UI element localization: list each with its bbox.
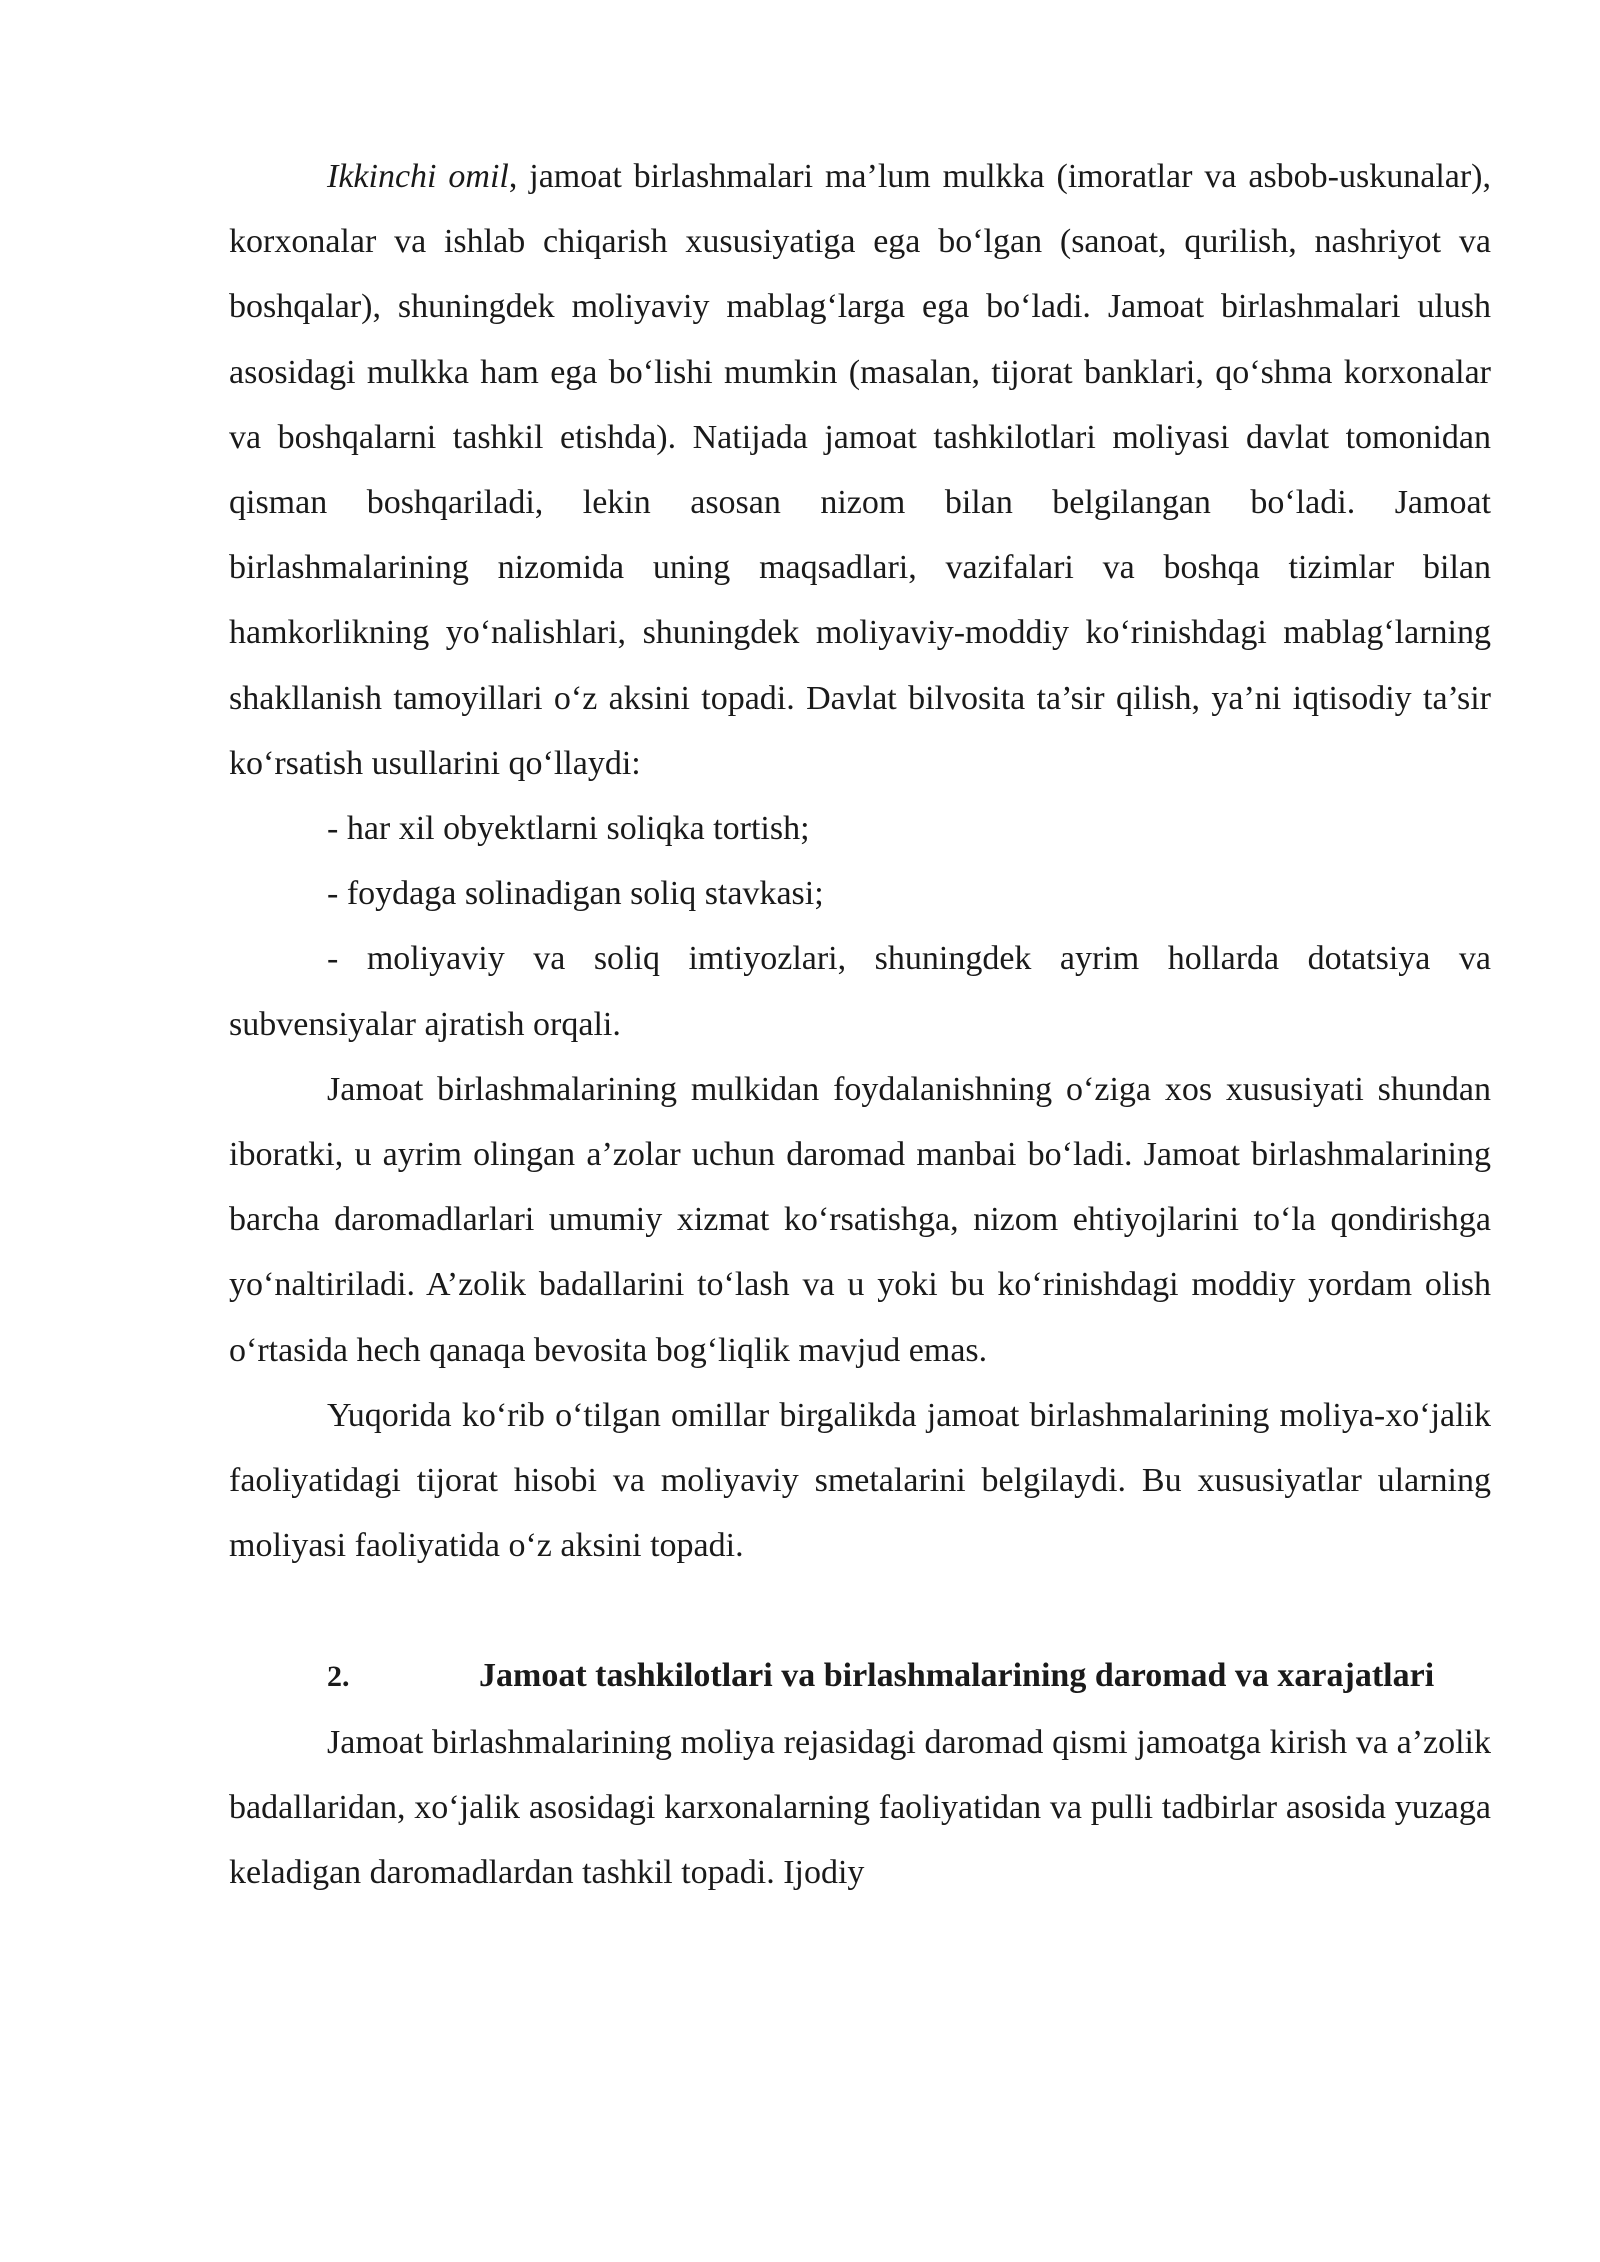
paragraph-yuqorida: Yuqorida ko‘rib o‘tilgan omillar birgalikda jamoat birlashmalarining moliya-xo‘jalik faoliyatidagi tijorat hisobi va moliyaviy smetalarini belgilaydi. Bu xususiyatlar ularning moliyasi faoliyatida o‘z aksini topadi. (229, 1396, 1491, 1565)
paragraph-daromad: Jamoat birlashmalarining moliya rejasidagi daromad qismi jamoatga kirish va a’zolik badallaridan, xo‘jalik asosidagi karxonalarning faoliyatidan va pulli tadbirlar asosida yuzaga keladigan daromadlardan tashkil topadi. Ijodiy (229, 1723, 1491, 1892)
section-number: 2. (327, 1660, 350, 1694)
list-item: - har xil obyektlarni soliqka tortish; (327, 810, 810, 848)
paragraph-mulkidan: Jamoat birlashmalarining mulkidan foydalanishning o‘ziga xos xususiyati shundan iboratki, u ayrim olingan a’zolar uchun daromad manbai bo‘ladi. Jamoat birlashmalarining barcha daromadlarlari umumiy xizmat ko‘rsatishga, nizom ehtiyojlarini to‘la qondirishga yo‘naltiriladi. A’zolik badallarini to‘lash va u yoki bu ko‘rinishdagi moddiy yordam olish o‘rtasida hech qanaqa bevosita bog‘liqlik mavjud emas. (229, 1070, 1491, 1369)
document-page (229, 144, 1491, 1905)
list-item: - foydaga solinadigan soliq stavkasi; (327, 875, 824, 913)
list-item: - moliyaviy va soliq imtiyozlari, shuningdek ayrim hollarda dotatsiya va subvensiyalar ajratish orqali. (229, 940, 1491, 1043)
paragraph-ikkinchi-omil (229, 144, 1491, 796)
paragraph-lead-italic: Ikkinchi omil (327, 158, 509, 195)
section-title: Jamoat tashkilotlari va birlashmalarining daromad va xarajatlari (479, 1657, 1435, 1695)
paragraph-body: , jamoat birlashmalari ma’lum mulkka (imoratlar va asbob-uskunalar), korxonalar va ishlab chiqarish xususiyatiga ega bo‘lgan (sanoat, qurilish, nashriyot va boshqalar), shuningdek moliyaviy mablag‘larga ega bo‘ladi. Jamoat birlashmalari ulush asosidagi mulkka ham ega bo‘lishi mumkin (masalan, tijorat banklari, qo‘shma korxonalar va boshqalarni tashkil etishda). Natijada jamoat tashkilotlari moliyasi davlat tomonidan qisman boshqariladi, lekin asosan nizom bilan belgilangan bo‘ladi. Jamoat birlashmalarining nizomida uning maqsadlari, vazifalari va boshqa tizimlar bilan hamkorlikning yo‘nalishlari, shuningdek moliyaviy-moddiy ko‘rinishdagi mablag‘larning shakllanish tamoyillari o‘z aksini topadi. Davlat bilvosita ta’sir qilish, ya’ni iqtisodiy ta’sir ko‘rsatish usullarini qo‘llaydi: (229, 158, 1491, 782)
section-heading (229, 1643, 1491, 1709)
